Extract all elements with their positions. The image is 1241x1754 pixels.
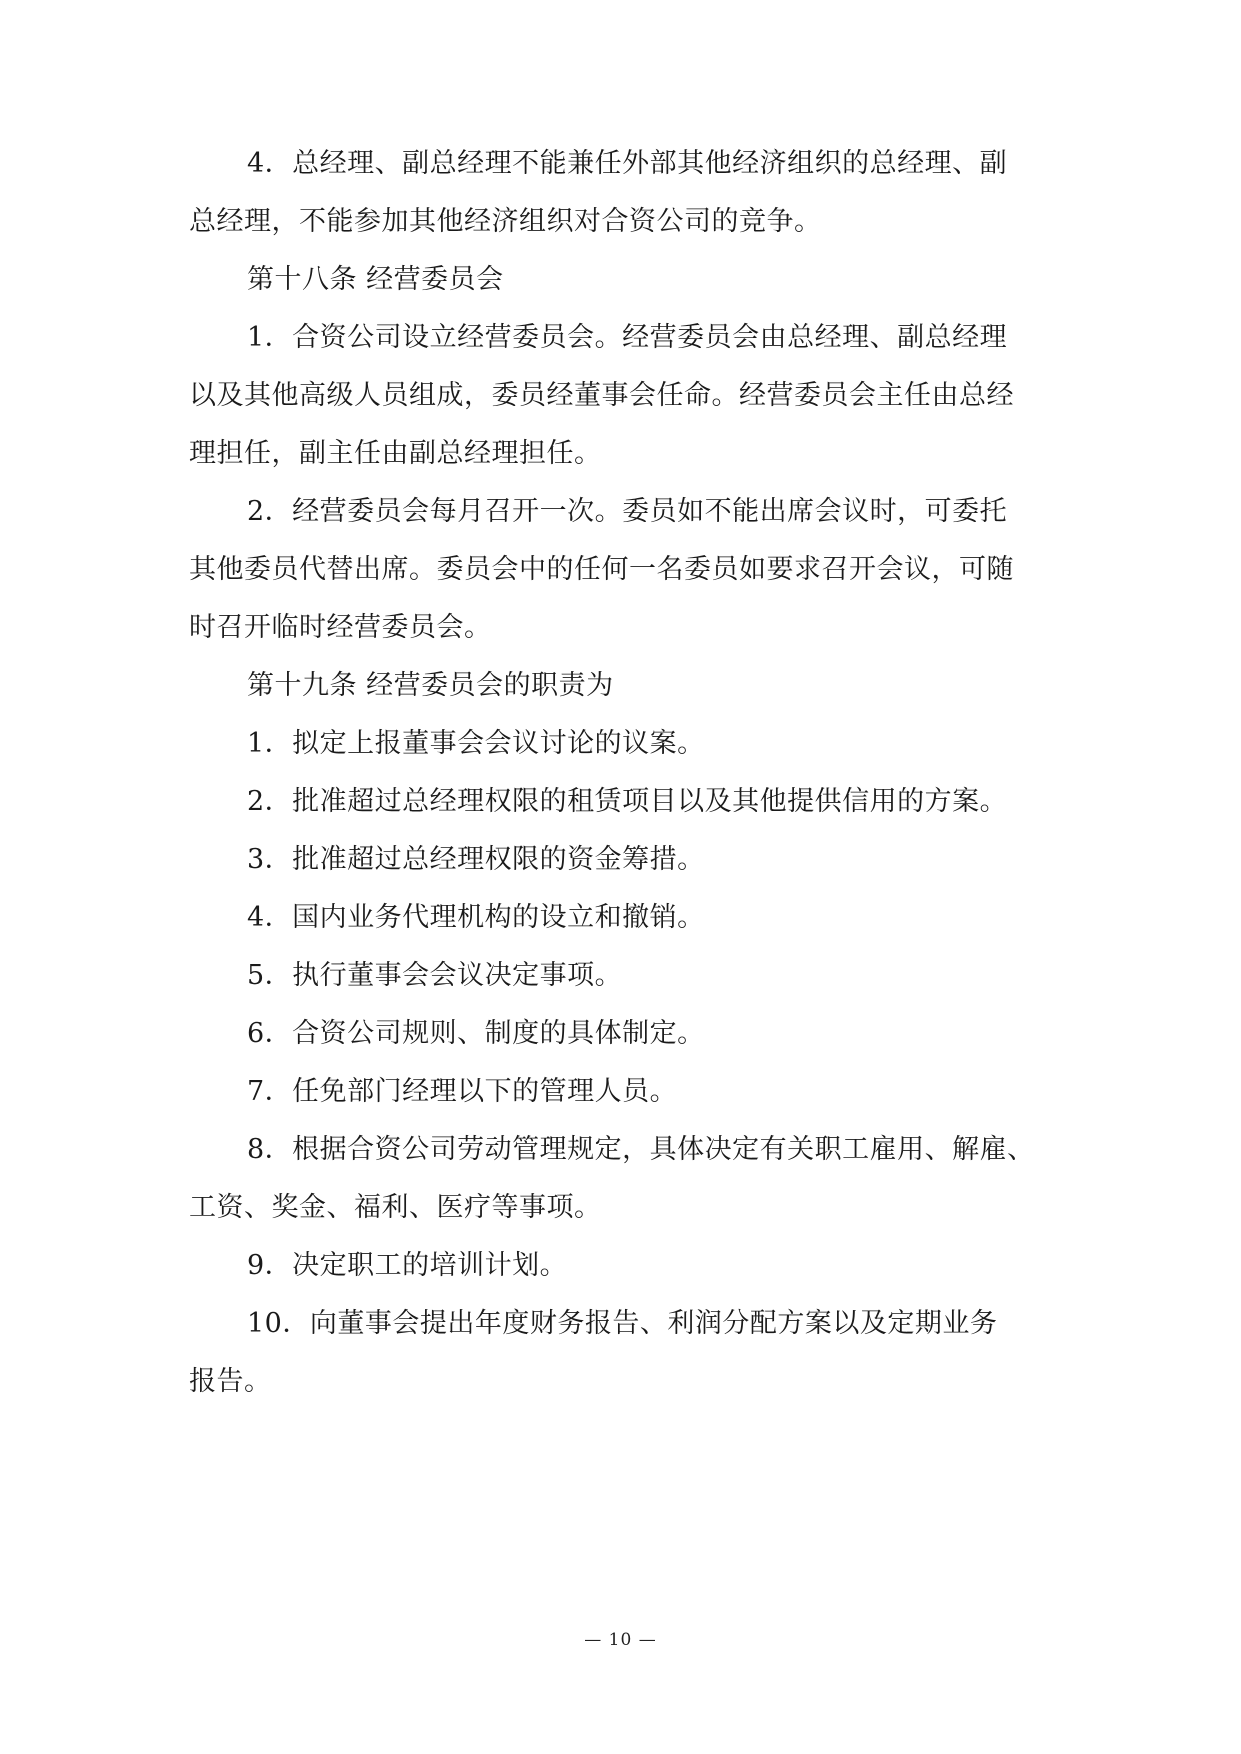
list-item: 9．决定职工的培训计划。	[247, 1250, 568, 1281]
article-heading: 第十九条 经营委员会的职责为	[247, 670, 614, 701]
text-line: 报告。	[189, 1366, 272, 1397]
list-item: 8．根据合资公司劳动管理规定，具体决定有关职工雇用、解雇、	[247, 1134, 1035, 1165]
list-item: 2．批准超过总经理权限的租赁项目以及其他提供信用的方案。	[247, 786, 1008, 817]
text-line: 工资、奖金、福利、医疗等事项。	[189, 1192, 602, 1223]
list-item: 10．向董事会提出年度财务报告、利润分配方案以及定期业务	[247, 1308, 998, 1339]
list-item: 6．合资公司规则、制度的具体制定。	[247, 1018, 705, 1049]
list-item: 4．国内业务代理机构的设立和撤销。	[247, 902, 705, 933]
text-line: 总经理，不能参加其他经济组织对合资公司的竞争。	[189, 206, 822, 237]
list-item: 3．批准超过总经理权限的资金筹措。	[247, 844, 705, 875]
text-line: 1．合资公司设立经营委员会。经营委员会由总经理、副总经理	[247, 322, 1008, 353]
article-heading: 第十八条 经营委员会	[247, 264, 504, 295]
text-line: 4．总经理、副总经理不能兼任外部其他经济组织的总经理、副	[247, 148, 1008, 179]
text-line: 以及其他高级人员组成，委员经董事会任命。经营委员会主任由总经	[189, 380, 1014, 411]
list-item: 1．拟定上报董事会会议讨论的议案。	[247, 728, 705, 759]
page-number: — 10 —	[584, 1630, 657, 1650]
text-line: 2．经营委员会每月召开一次。委员如不能出席会议时，可委托	[247, 496, 1008, 527]
text-line: 时召开临时经营委员会。	[189, 612, 492, 643]
text-line: 理担任，副主任由副总经理担任。	[189, 438, 602, 469]
list-item: 7．任免部门经理以下的管理人员。	[247, 1076, 678, 1107]
list-item: 5．执行董事会会议决定事项。	[247, 960, 623, 991]
text-line: 其他委员代替出席。委员会中的任何一名委员如要求召开会议，可随	[189, 554, 1014, 585]
